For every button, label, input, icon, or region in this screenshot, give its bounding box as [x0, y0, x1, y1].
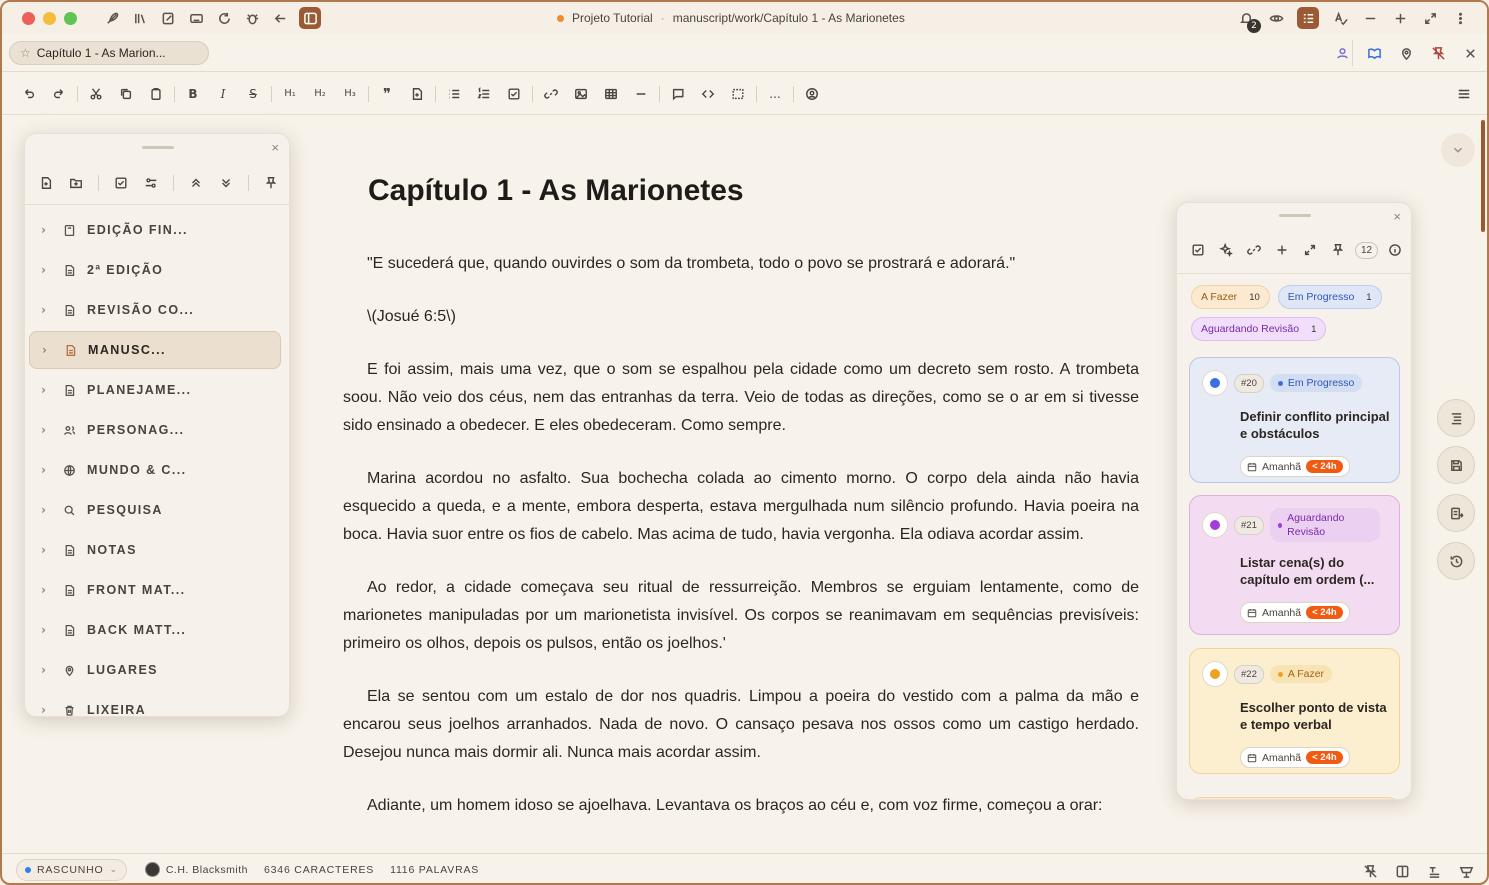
collapse-all-icon[interactable]	[185, 172, 207, 194]
cut-icon[interactable]	[81, 79, 111, 109]
task-status-badge[interactable]	[1270, 374, 1363, 392]
chevron-right-icon[interactable]: ›	[41, 383, 48, 397]
close-tab-icon[interactable]	[1461, 44, 1479, 62]
bullet-list-icon[interactable]	[439, 79, 469, 109]
task-number: #22	[1234, 665, 1264, 684]
heading2-icon[interactable]: H₂	[314, 88, 326, 99]
toolbar-divider	[248, 175, 249, 191]
folder-pesquisa[interactable]	[29, 490, 281, 530]
toolbar-settings-icon[interactable]	[1449, 79, 1479, 109]
numbered-list-icon[interactable]	[469, 79, 499, 109]
task-card[interactable]	[1189, 357, 1400, 483]
chevron-right-icon[interactable]: ›	[41, 503, 48, 517]
chevron-right-icon[interactable]: ›	[41, 303, 48, 317]
filter-label: Em Progresso	[1287, 291, 1355, 303]
book-icon	[61, 222, 77, 238]
titlebar-tools	[103, 7, 321, 29]
tab-right-tools	[1333, 44, 1479, 62]
avatar	[145, 862, 160, 877]
tasks-divider	[1177, 273, 1411, 274]
spellcheck-icon[interactable]	[1331, 9, 1349, 27]
author-name: C.H. Blacksmith	[165, 863, 249, 876]
tree-item-label: REVISÃO CO...	[87, 303, 195, 317]
export-button[interactable]	[1437, 494, 1475, 532]
folder-manuscrito[interactable]	[29, 331, 281, 369]
word-count: 1116 PALAVRAS	[390, 863, 480, 876]
history-icon	[1449, 554, 1464, 569]
tree-item-label: EDIÇÃO FIN...	[87, 223, 188, 237]
chevron-right-icon[interactable]: ›	[41, 583, 48, 597]
calendar-icon	[1247, 462, 1257, 472]
calendar-icon	[1247, 608, 1257, 618]
status-dot	[25, 867, 31, 873]
tree-item-label: BACK MATT...	[87, 623, 187, 637]
status-bar	[2, 853, 1487, 885]
chevron-right-icon[interactable]: ›	[41, 423, 48, 437]
document-icon	[61, 542, 77, 558]
library-icon[interactable]	[131, 9, 149, 27]
table-icon[interactable]	[596, 79, 626, 109]
paragraph[interactable]: Adiante, um homem idoso se ajoelhava. Levantava os braços ao céu e, com voz firme, começou a orar:	[367, 797, 1103, 814]
urgency-badge: < 24h	[1306, 460, 1343, 473]
tasks-panel-icon[interactable]	[1297, 7, 1319, 29]
chevron-right-icon[interactable]: ›	[41, 463, 48, 477]
folder-planejamento[interactable]	[29, 370, 281, 410]
folder-edicao-final[interactable]	[29, 210, 281, 250]
toolbar-divider	[659, 86, 660, 102]
toolbar-divider	[174, 86, 175, 102]
formatting-toolbar	[2, 73, 1487, 115]
panel-drag-handle[interactable]	[142, 146, 174, 149]
document-path: manuscript/work/Capítulo 1 - As Marionetes	[672, 11, 905, 25]
urgency-badge: < 24h	[1306, 751, 1343, 764]
toolbar-divider	[98, 175, 99, 191]
statusbar-tools	[1361, 862, 1475, 880]
document-icon	[61, 622, 77, 638]
tree-item-label: NOTAS	[87, 543, 137, 557]
task-status-toggle[interactable]	[1202, 661, 1228, 687]
tree-item-label: MANUSC...	[88, 343, 166, 357]
minimize-window-button[interactable]	[43, 12, 56, 25]
folder-lixeira[interactable]	[29, 690, 281, 717]
location-pin-icon	[61, 662, 77, 678]
horizontal-rule-icon[interactable]	[626, 79, 656, 109]
chevron-right-icon[interactable]: ›	[41, 663, 48, 677]
due-label: Amanhã	[1262, 751, 1302, 764]
tree-item-label: LIXEIRA	[87, 703, 147, 717]
quote-icon[interactable]: ❞	[382, 84, 392, 103]
save-icon	[1449, 458, 1464, 473]
minus-icon[interactable]	[1361, 9, 1379, 27]
close-window-button[interactable]	[22, 12, 35, 25]
toolbar-divider	[756, 86, 757, 102]
account-circle-icon[interactable]	[797, 79, 827, 109]
keyboard-icon[interactable]	[187, 9, 205, 27]
folder-revisao[interactable]	[29, 290, 281, 330]
chevron-right-icon[interactable]: ›	[41, 623, 48, 637]
toolbar-divider	[532, 86, 533, 102]
explorer-tree	[29, 210, 281, 717]
undo-icon[interactable]	[14, 79, 44, 109]
feather-icon[interactable]	[103, 9, 121, 27]
tab-label: Capítulo 1 - As Marion...	[36, 46, 166, 60]
book-icon[interactable]	[1365, 44, 1383, 62]
paragraph[interactable]: \(Josué 6:5\)	[367, 308, 456, 325]
task-status-label: A Fazer	[1287, 668, 1325, 680]
sparkles-icon[interactable]	[1215, 239, 1237, 261]
status-filters	[1191, 285, 1401, 341]
expand-all-icon[interactable]	[215, 172, 237, 194]
folder-notas[interactable]	[29, 530, 281, 570]
task-count-badge: 12	[1355, 242, 1378, 259]
tree-item-label: MUNDO & C...	[87, 463, 187, 477]
info-icon[interactable]	[1384, 239, 1406, 261]
link-icon[interactable]	[1243, 239, 1265, 261]
user-icon[interactable]	[1333, 44, 1351, 62]
filter-count: 1	[1366, 291, 1372, 303]
notification-badge: 2	[1247, 19, 1261, 33]
bug-icon[interactable]	[243, 9, 261, 27]
unpin-icon[interactable]	[1429, 44, 1447, 62]
people-icon	[61, 422, 77, 438]
new-folder-icon[interactable]	[65, 172, 87, 194]
task-due-date[interactable]	[1240, 456, 1350, 477]
calendar-icon	[1247, 753, 1257, 763]
folder-personagens[interactable]	[29, 410, 281, 450]
outline-icon	[1449, 411, 1464, 426]
tasks-toolbar	[1187, 239, 1406, 261]
toolbar-divider	[793, 86, 794, 102]
tasks-panel	[1176, 202, 1412, 800]
document-icon	[61, 382, 77, 398]
collapse-header-button[interactable]	[1441, 133, 1475, 167]
split-view-icon[interactable]	[1393, 862, 1411, 880]
filter-label: Aguardando Revisão	[1201, 323, 1300, 335]
urgency-badge: < 24h	[1306, 606, 1343, 619]
filter-icon[interactable]	[140, 172, 162, 194]
add-task-icon[interactable]	[1271, 239, 1293, 261]
heading1-icon[interactable]: H₁	[284, 88, 296, 99]
redo-icon[interactable]	[44, 79, 74, 109]
tree-item-label: PERSONAG...	[87, 423, 185, 437]
sidebar-toggle-icon[interactable]	[299, 7, 321, 29]
document-export-icon	[1449, 506, 1464, 521]
filter-count: 1	[1311, 323, 1317, 335]
text-format-icon[interactable]	[1425, 862, 1443, 880]
toolbar-divider	[77, 86, 78, 102]
document-icon	[61, 262, 77, 278]
document-icon	[61, 302, 77, 318]
notifications-icon[interactable]	[1237, 9, 1257, 31]
task-status-badge[interactable]	[1270, 665, 1332, 683]
chevron-right-icon[interactable]: ›	[41, 263, 48, 277]
paragraph[interactable]: "E sucederá que, quando ouvirdes o som da trombeta, todo o povo se prostrará e adorará."	[367, 255, 1016, 272]
new-file-icon[interactable]	[35, 172, 57, 194]
task-number: #20	[1234, 374, 1264, 393]
task-due-date[interactable]	[1240, 602, 1350, 623]
heading3-icon[interactable]: H₃	[344, 88, 356, 99]
status-label: RASCUNHO	[37, 863, 104, 876]
more-tools-button[interactable]: ...	[769, 86, 781, 101]
task-card[interactable]	[1189, 648, 1400, 774]
star-icon[interactable]: ☆	[20, 46, 31, 60]
paragraph[interactable]: E foi assim, mais uma vez, que o som se espalhou pela cidade como um decreto sem rosto. A trombeta soou. Não veio dos céus, nem das entranhas da terra. Veio de todas as direções, como se o ar em si tivesse sido ensinado a obedecer. E eles obedeceram. Como sempre.	[343, 361, 1139, 434]
unsaved-dot	[557, 15, 564, 22]
outline-button[interactable]	[1437, 399, 1475, 437]
explorer-divider	[25, 204, 289, 205]
toolbar-divider	[368, 86, 369, 102]
document-editor[interactable]	[343, 162, 1139, 820]
globe-icon	[61, 462, 77, 478]
strikethrough-icon[interactable]: S	[249, 86, 257, 101]
folder-2a-edicao[interactable]	[29, 250, 281, 290]
back-arrow-icon[interactable]	[271, 9, 289, 27]
tab-current-document[interactable]	[9, 41, 209, 65]
tab-bar	[2, 36, 1487, 72]
checklist-icon[interactable]	[110, 172, 132, 194]
title-bar	[2, 2, 1487, 34]
filter-label: A Fazer	[1201, 291, 1238, 303]
paragraph[interactable]: Ao redor, a cidade começava seu ritual de ressurreição. Membros se erguiam lentamente, como de marionetes manipuladas por um marionetista invisível. Os corpos se reanimavam em sequências previsíveis: primeiro os olhos, depois os pulsos, então os joelhos.'	[343, 579, 1139, 652]
chevron-right-icon[interactable]: ›	[41, 223, 48, 237]
history-button[interactable]	[1437, 542, 1475, 580]
task-card[interactable]	[1189, 495, 1400, 635]
task-status-badge[interactable]	[1270, 508, 1380, 542]
tree-item-label: FRONT MAT...	[87, 583, 186, 597]
expand-icon[interactable]	[1299, 239, 1321, 261]
refresh-icon[interactable]	[215, 9, 233, 27]
folder-lugares[interactable]	[29, 650, 281, 690]
document-icon	[61, 582, 77, 598]
panel-drag-handle[interactable]	[1279, 214, 1311, 217]
paragraph[interactable]: Marina acordou no asfalto. Sua bochecha colada ao cimento morno. O corpo dela ainda não havia esquecido a queda, e a mente, embora desperta, estava mergulhada num silêncio profundo. Havia poeira na boca. Havia suor entre os fios de cabelo. Mas acima de tudo, havia vergonha. Ela odiava acordar assim.	[343, 470, 1139, 543]
code-icon[interactable]	[693, 79, 723, 109]
window-title	[557, 11, 905, 25]
more-vertical-icon[interactable]	[1451, 9, 1469, 27]
chevron-right-icon[interactable]: ›	[42, 343, 49, 357]
tree-item-label: 2ª EDIÇÃO	[87, 263, 164, 277]
author-info[interactable]	[145, 862, 248, 877]
document-title[interactable]: Capítulo 1 - As Marionetes	[368, 174, 744, 207]
task-status-label: Aguardando Revisão	[1287, 512, 1345, 538]
project-explorer-panel	[24, 133, 290, 717]
project-name: Projeto Tutorial	[572, 11, 653, 25]
close-icon[interactable]: ×	[1393, 209, 1401, 224]
paste-icon[interactable]	[141, 79, 171, 109]
document-icon	[62, 342, 78, 358]
search-icon	[61, 502, 77, 518]
toolbar-divider	[271, 86, 272, 102]
task-status-toggle[interactable]	[1202, 512, 1228, 538]
toolbar-divider	[435, 86, 436, 102]
expand-icon[interactable]	[1421, 9, 1439, 27]
edit-note-icon[interactable]	[159, 9, 177, 27]
folder-front-matter[interactable]	[29, 570, 281, 610]
paragraph[interactable]: Ela se sentou com um estalo de dor nos quadris. Limpou a poeira do vestido com a palma da mão e encarou seus joelhos arranhados. Nada de novo. O cansaço pesava nos ossos como um castigo herdado. Desejou nunca mais dormir ali. Nunca mais acordar assim.	[343, 688, 1139, 761]
toolbar-divider	[173, 175, 174, 191]
bold-icon[interactable]: B	[188, 86, 198, 101]
character-count: 6346 CARACTERES	[264, 863, 375, 876]
image-icon[interactable]	[566, 79, 596, 109]
save-button[interactable]	[1437, 446, 1475, 484]
task-title: Escolher ponto de vista e tempo verbal	[1240, 700, 1387, 732]
due-label: Amanhã	[1262, 460, 1302, 473]
title-separator: ·	[660, 11, 665, 25]
comment-icon[interactable]	[663, 79, 693, 109]
task-title: Listar cena(s) do capítulo em ordem (...	[1240, 555, 1375, 587]
due-label: Amanhã	[1262, 606, 1302, 619]
explorer-toolbar	[35, 172, 282, 194]
filter-a-fazer[interactable]	[1191, 285, 1270, 309]
chevron-right-icon[interactable]: ›	[41, 543, 48, 557]
pin-icon[interactable]	[1327, 239, 1349, 261]
titlebar-right-tools	[1237, 7, 1469, 29]
task-status-toggle[interactable]	[1202, 370, 1228, 396]
folder-back-matter[interactable]	[29, 610, 281, 650]
task-title: Definir conflito principal e obstáculos	[1240, 409, 1390, 441]
document-insert-icon[interactable]	[402, 79, 432, 109]
tree-item-label: LUGARES	[87, 663, 158, 677]
filter-em-progresso[interactable]	[1278, 285, 1382, 309]
pin-icon[interactable]	[260, 172, 282, 194]
pin-off-icon[interactable]	[1361, 862, 1379, 880]
select-frame-icon[interactable]	[723, 79, 753, 109]
task-due-date[interactable]	[1240, 747, 1350, 768]
close-icon[interactable]: ×	[271, 140, 279, 155]
window-controls	[22, 12, 77, 25]
tree-item-label: PESQUISA	[87, 503, 163, 517]
task-status-label: Em Progresso	[1287, 377, 1355, 389]
editor-scrollbar[interactable]	[1481, 120, 1485, 232]
filter-aguardando-revisao[interactable]	[1191, 317, 1326, 341]
maximize-window-button[interactable]	[64, 12, 77, 25]
task-card-partial[interactable]	[1189, 797, 1400, 800]
task-number: #21	[1234, 516, 1264, 535]
chevron-down-icon: ⌄	[109, 864, 118, 875]
italic-icon[interactable]: I	[220, 86, 226, 101]
chevron-down-icon	[1451, 143, 1465, 157]
tree-item-label: PLANEJAME...	[87, 383, 192, 397]
checklist-icon[interactable]	[499, 79, 529, 109]
location-pin-icon[interactable]	[1397, 44, 1415, 62]
copy-icon[interactable]	[111, 79, 141, 109]
chevron-right-icon[interactable]: ›	[41, 703, 48, 717]
award-icon[interactable]	[1457, 862, 1475, 880]
plus-icon[interactable]	[1391, 9, 1409, 27]
link-icon[interactable]	[536, 79, 566, 109]
trash-icon	[61, 702, 77, 717]
eye-icon[interactable]	[1267, 9, 1285, 27]
checklist-icon[interactable]	[1187, 239, 1209, 261]
filter-count: 10	[1249, 291, 1260, 303]
document-status-dropdown[interactable]	[16, 859, 127, 881]
folder-mundo[interactable]	[29, 450, 281, 490]
